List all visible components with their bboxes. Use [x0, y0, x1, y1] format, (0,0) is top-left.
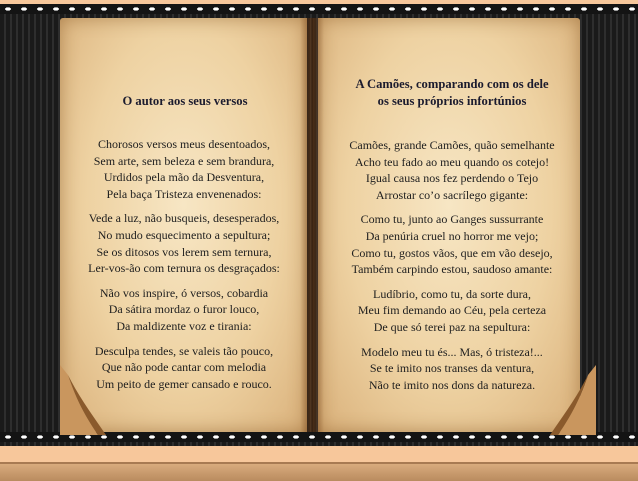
- poem-line: Urdidos pela mão da Desventura,: [103, 170, 265, 185]
- poem-line: Acho teu fado ao meu quando os cotejo!: [354, 154, 550, 169]
- poem-line: Modelo meu tu és... Mas, ó tristeza!...: [361, 344, 543, 359]
- poem-line: Pela baça Tristeza envenenados:: [106, 186, 262, 201]
- poem-line: Chorosos versos meus desentoados,: [98, 137, 270, 151]
- stanza: [330, 286, 574, 336]
- stanza: [62, 343, 306, 393]
- poem-line: Ludíbrio, como tu, da sorte dura,: [373, 286, 531, 301]
- poem-line: Da maldizente voz e tirania:: [116, 318, 252, 333]
- poem-line: Ler-vos-ão com ternura os desgraçados:: [88, 261, 280, 276]
- stanza: [330, 211, 574, 277]
- poem-line: Não vos inspire, ó versos, cobardia: [99, 285, 269, 300]
- poem-line: Também carpindo estou, saudoso amante:: [351, 262, 553, 277]
- poem-line: No mudo esquecimento a sepultura;: [97, 227, 271, 242]
- table-surface: [0, 462, 638, 481]
- poem-line: Não te imito nos dons da natureza.: [368, 377, 536, 392]
- poem-line: Da penúria cruel no horror me vejo;: [365, 228, 539, 243]
- poem-line: Desculpa tendes, se valeis tão pouco,: [94, 343, 274, 358]
- stanza: [330, 137, 574, 203]
- left-page-title: O autor aos seus versos: [122, 94, 248, 108]
- stanza: [330, 344, 574, 394]
- title-line: os seus próprios infortúnios: [377, 94, 527, 108]
- right-page-title: [330, 76, 574, 110]
- poem-line: Como tu, junto ao Ganges sussurrante: [360, 212, 544, 227]
- poem-line: Se os ditosos vos lerem sem ternura,: [96, 244, 272, 259]
- left-poem: [62, 136, 306, 400]
- poem-line: De que só terei paz na sepultura:: [373, 319, 531, 334]
- title-line: A Camões, comparando com os dele: [355, 77, 549, 91]
- poem-line: Camões, grande Camões, quão semelhante: [349, 138, 555, 152]
- poem-line: Igual causa nos fez perdendo o Tejo: [365, 171, 539, 186]
- poem-line: Vede a luz, não busqueis, desesperados,: [88, 211, 280, 226]
- poem-line: Que não pode cantar com melodia: [101, 360, 267, 375]
- stanza: [62, 285, 306, 335]
- poem-line: Como tu, gostos vãos, que em vão desejo,: [351, 245, 553, 260]
- poem-line: Um peito de gemer cansado e rouco.: [96, 376, 272, 391]
- poem-line: Sem arte, sem beleza e sem brandura,: [93, 153, 275, 168]
- poem-line: Meu fim demando ao Céu, pela certeza: [357, 303, 547, 318]
- poem-line: Arrostar co’o sacrílego gigante:: [375, 187, 529, 202]
- stanza: [62, 210, 306, 276]
- right-poem: [330, 137, 574, 401]
- stanza: [62, 136, 306, 202]
- book-edge-top: [0, 4, 638, 14]
- poem-line: Da sátira mordaz o furor louco,: [108, 302, 260, 317]
- poem-line: Se te imito nos transes da ventura,: [369, 361, 535, 376]
